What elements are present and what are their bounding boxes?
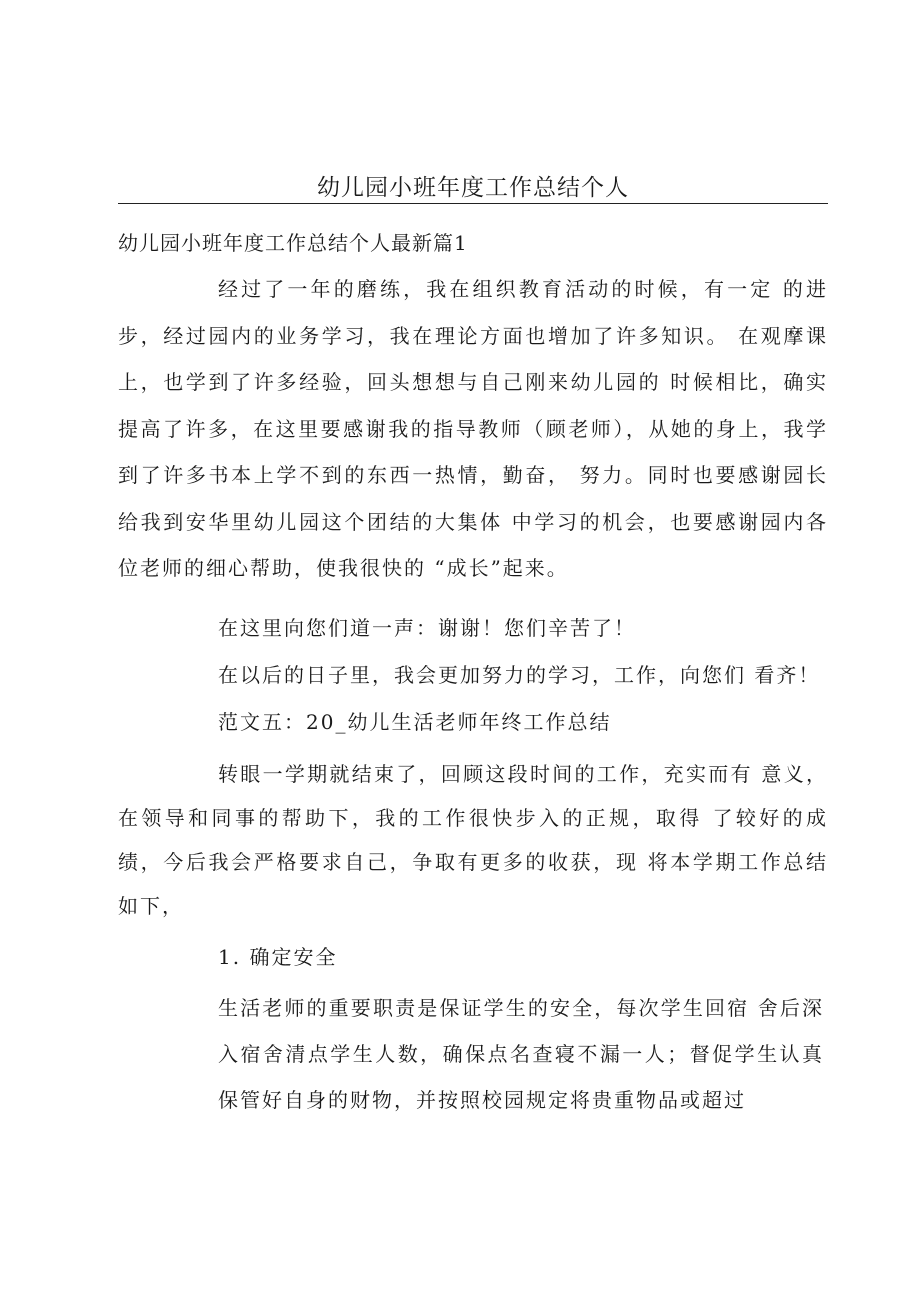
paragraph-review: 转眼一学期就结束了，回顾这段时间的工作，充实而有 意义，在领导和同事的帮助下，我的工作很快步入的正规，取得 了较好的成绩，今后我会严格要求自己，争取有更多的收获，现 将本学期工作总结如下， <box>118 762 828 918</box>
title-underline <box>118 203 828 204</box>
section-body-safety: 生活老师的重要职责是保证学生的安全，每次学生回宿 舍后深入宿舍清点学生人数，确保点名查寝不漏一人；督促学生认真保管好自身的财物，并按照校园规定将贵重物品或超过 <box>218 996 824 1112</box>
paragraph-future: 在以后的日子里，我会更加努力的学习，工作，向您们 看齐！ <box>218 663 821 687</box>
paragraph-intro: 经过了一年的磨练，我在组织教育活动的时候，有一定 的进步，经过园内的业务学习，我在理论方面也增加了许多知识。 在观摩课上，也学到了许多经验，回头想想与自己刚来幼儿园的 时候相比，确实提高了许多，在这里要感谢我的指导教师（顾老师），从她的身上，我学到了许多书本上学不到的东西一热情，勤奋， 努力。同时也要感谢园长给我到安华里幼儿园这个团结的大集体 中学习的机会，也要感谢园内各位老师的细心帮助，使我很快的 “成长”起来。 <box>118 277 828 580</box>
sample-heading: 范文五：20_幼儿生活老师年终工作总结 <box>218 710 612 734</box>
section-heading-safety: 1. 确定安全 <box>218 945 338 969</box>
document-subtitle: 幼儿园小班年度工作总结个人最新篇1 <box>118 231 468 255</box>
paragraph-thanks: 在这里向您们道一声：谢谢！您们辛苦了！ <box>218 616 636 640</box>
document-title: 幼儿园小班年度工作总结个人 <box>317 175 629 201</box>
